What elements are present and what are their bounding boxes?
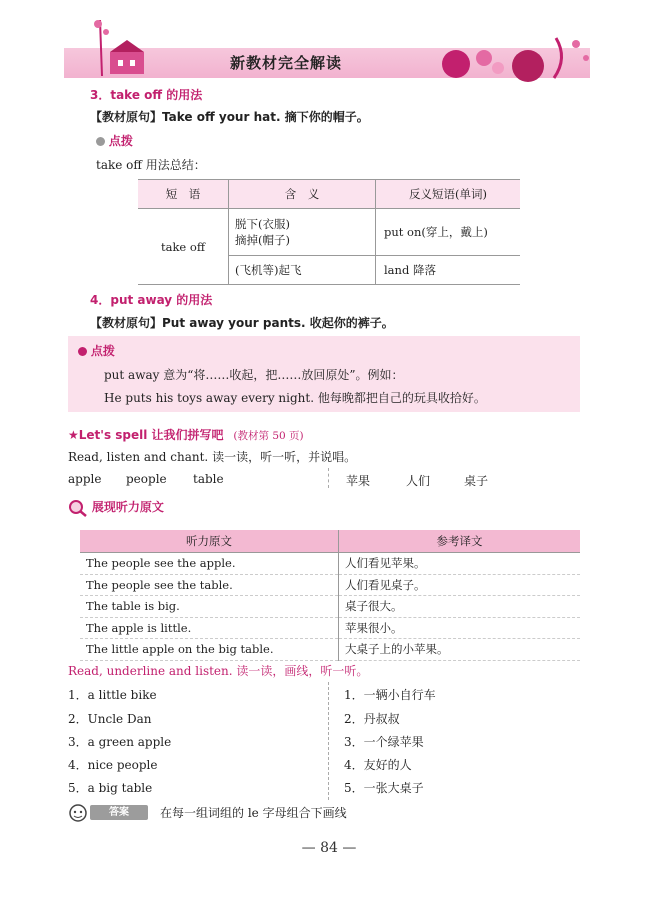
- word-translation: 人们: [406, 474, 431, 488]
- table-header: 反义短语(单词): [376, 180, 521, 209]
- word-item: table: [193, 472, 224, 486]
- table-row: [80, 553, 580, 575]
- source-tag: 【教材原句】: [90, 110, 163, 124]
- word-item: apple: [68, 472, 102, 486]
- table-cell: The table is big.: [80, 596, 339, 618]
- castle-decoration: [88, 14, 158, 82]
- table-row: [80, 574, 580, 596]
- table-cell: 人们看见桌子。: [339, 574, 581, 596]
- table-cell: 大桌子上的小苹果。: [339, 639, 581, 661]
- tip-heading: [96, 132, 133, 149]
- phrase-item: 4．nice people: [68, 758, 158, 772]
- page-number: — 84 —: [301, 840, 357, 856]
- listening-heading: [68, 498, 164, 517]
- section-3-title: 3．take off 的用法: [90, 88, 203, 102]
- phrase-translation: 5．一张大桌子: [344, 781, 424, 795]
- tip-label: 点拨: [108, 134, 133, 148]
- table-cell: The people see the table.: [80, 574, 339, 596]
- word-translation: 桌子: [464, 474, 489, 488]
- flower-decoration: [436, 28, 596, 84]
- table-cell: The people see the apple.: [80, 553, 339, 575]
- table-header: 听力原文: [80, 530, 339, 553]
- section-4-source: [90, 314, 394, 331]
- table-row: [80, 639, 580, 661]
- table-cell: The little apple on the big table.: [80, 639, 339, 661]
- phrase-item: 5．a big table: [68, 781, 153, 795]
- tip-line: He puts his toys away every night. 他每晚都把自己的玩具收拾好。: [104, 391, 486, 405]
- source-tag: 【教材原句】: [90, 316, 163, 330]
- tip-bullet-icon: [96, 137, 105, 146]
- table-cell: The apple is little.: [80, 617, 339, 639]
- listening-table: [80, 530, 580, 661]
- section-4-title: 4．put away 的用法: [90, 293, 213, 307]
- summary-text: take off 用法总结：: [96, 158, 206, 172]
- phrase-translation: 4．友好的人: [344, 758, 412, 772]
- phrase-translation: 2．丹叔叔: [344, 712, 400, 726]
- spell-title-row: [68, 426, 304, 443]
- phrase-translation: 1．一辆小自行车: [344, 688, 436, 702]
- table-header: 含 义: [229, 180, 376, 209]
- header-title: 新教材完全解读: [230, 54, 343, 72]
- source-text: Take off your hat. 摘下你的帽子。: [162, 110, 369, 124]
- tip-line: put away 意为“将……收起，把……放回原处”。例如：: [104, 368, 404, 382]
- spell-instruction: Read, listen and chant. 读一读，听一听，并说唱。: [68, 450, 357, 464]
- phrase-item: 3．a green apple: [68, 735, 172, 749]
- meaning-cell: [229, 209, 376, 256]
- read-underline-title: Read, underline and listen. 读一读，画线，听一听。: [68, 664, 369, 678]
- divider: [328, 468, 329, 488]
- spell-title: ★Let's spell 让我们拼写吧: [68, 428, 224, 442]
- page-reference: (教材第 50 页): [233, 430, 304, 442]
- phrase-cell: take off: [138, 209, 229, 285]
- tip-heading: [78, 342, 115, 359]
- meaning-line: 摘掉(帽子): [235, 233, 290, 247]
- listening-title: 展现听力原文: [91, 500, 164, 514]
- phrase-translation: 3．一个绿苹果: [344, 735, 424, 749]
- phrase-item: 1．a little bike: [68, 688, 157, 702]
- word-item: people: [126, 472, 167, 486]
- source-text: Put away your pants. 收起你的裤子。: [162, 316, 394, 330]
- word-translation: 苹果: [346, 474, 371, 488]
- table-cell: 人们看见苹果。: [339, 553, 581, 575]
- table-header: 短 语: [138, 180, 229, 209]
- answer-text: 在每一组词组的 le 字母组合下画线: [160, 806, 347, 820]
- tip-label: 点拨: [90, 344, 115, 358]
- antonym-cell: put on(穿上，戴上): [376, 209, 521, 256]
- character-icon: [68, 803, 88, 823]
- phrase-item: 2．Uncle Dan: [68, 712, 152, 726]
- table-header: 参考译文: [339, 530, 581, 553]
- magnifier-icon: [68, 499, 88, 517]
- section-3-source: [90, 108, 369, 125]
- tip-bullet-icon: [78, 347, 87, 356]
- table-cell: 苹果很小。: [339, 617, 581, 639]
- take-off-table: [138, 179, 520, 285]
- divider: [328, 682, 329, 800]
- table-row: [80, 596, 580, 618]
- meaning-cell: (飞机等)起飞: [229, 256, 376, 285]
- meaning-line: 脱下(衣服): [235, 217, 290, 231]
- table-row: [80, 617, 580, 639]
- answer-label: 答案: [90, 805, 148, 820]
- antonym-cell: land 降落: [376, 256, 521, 285]
- table-cell: 桌子很大。: [339, 596, 581, 618]
